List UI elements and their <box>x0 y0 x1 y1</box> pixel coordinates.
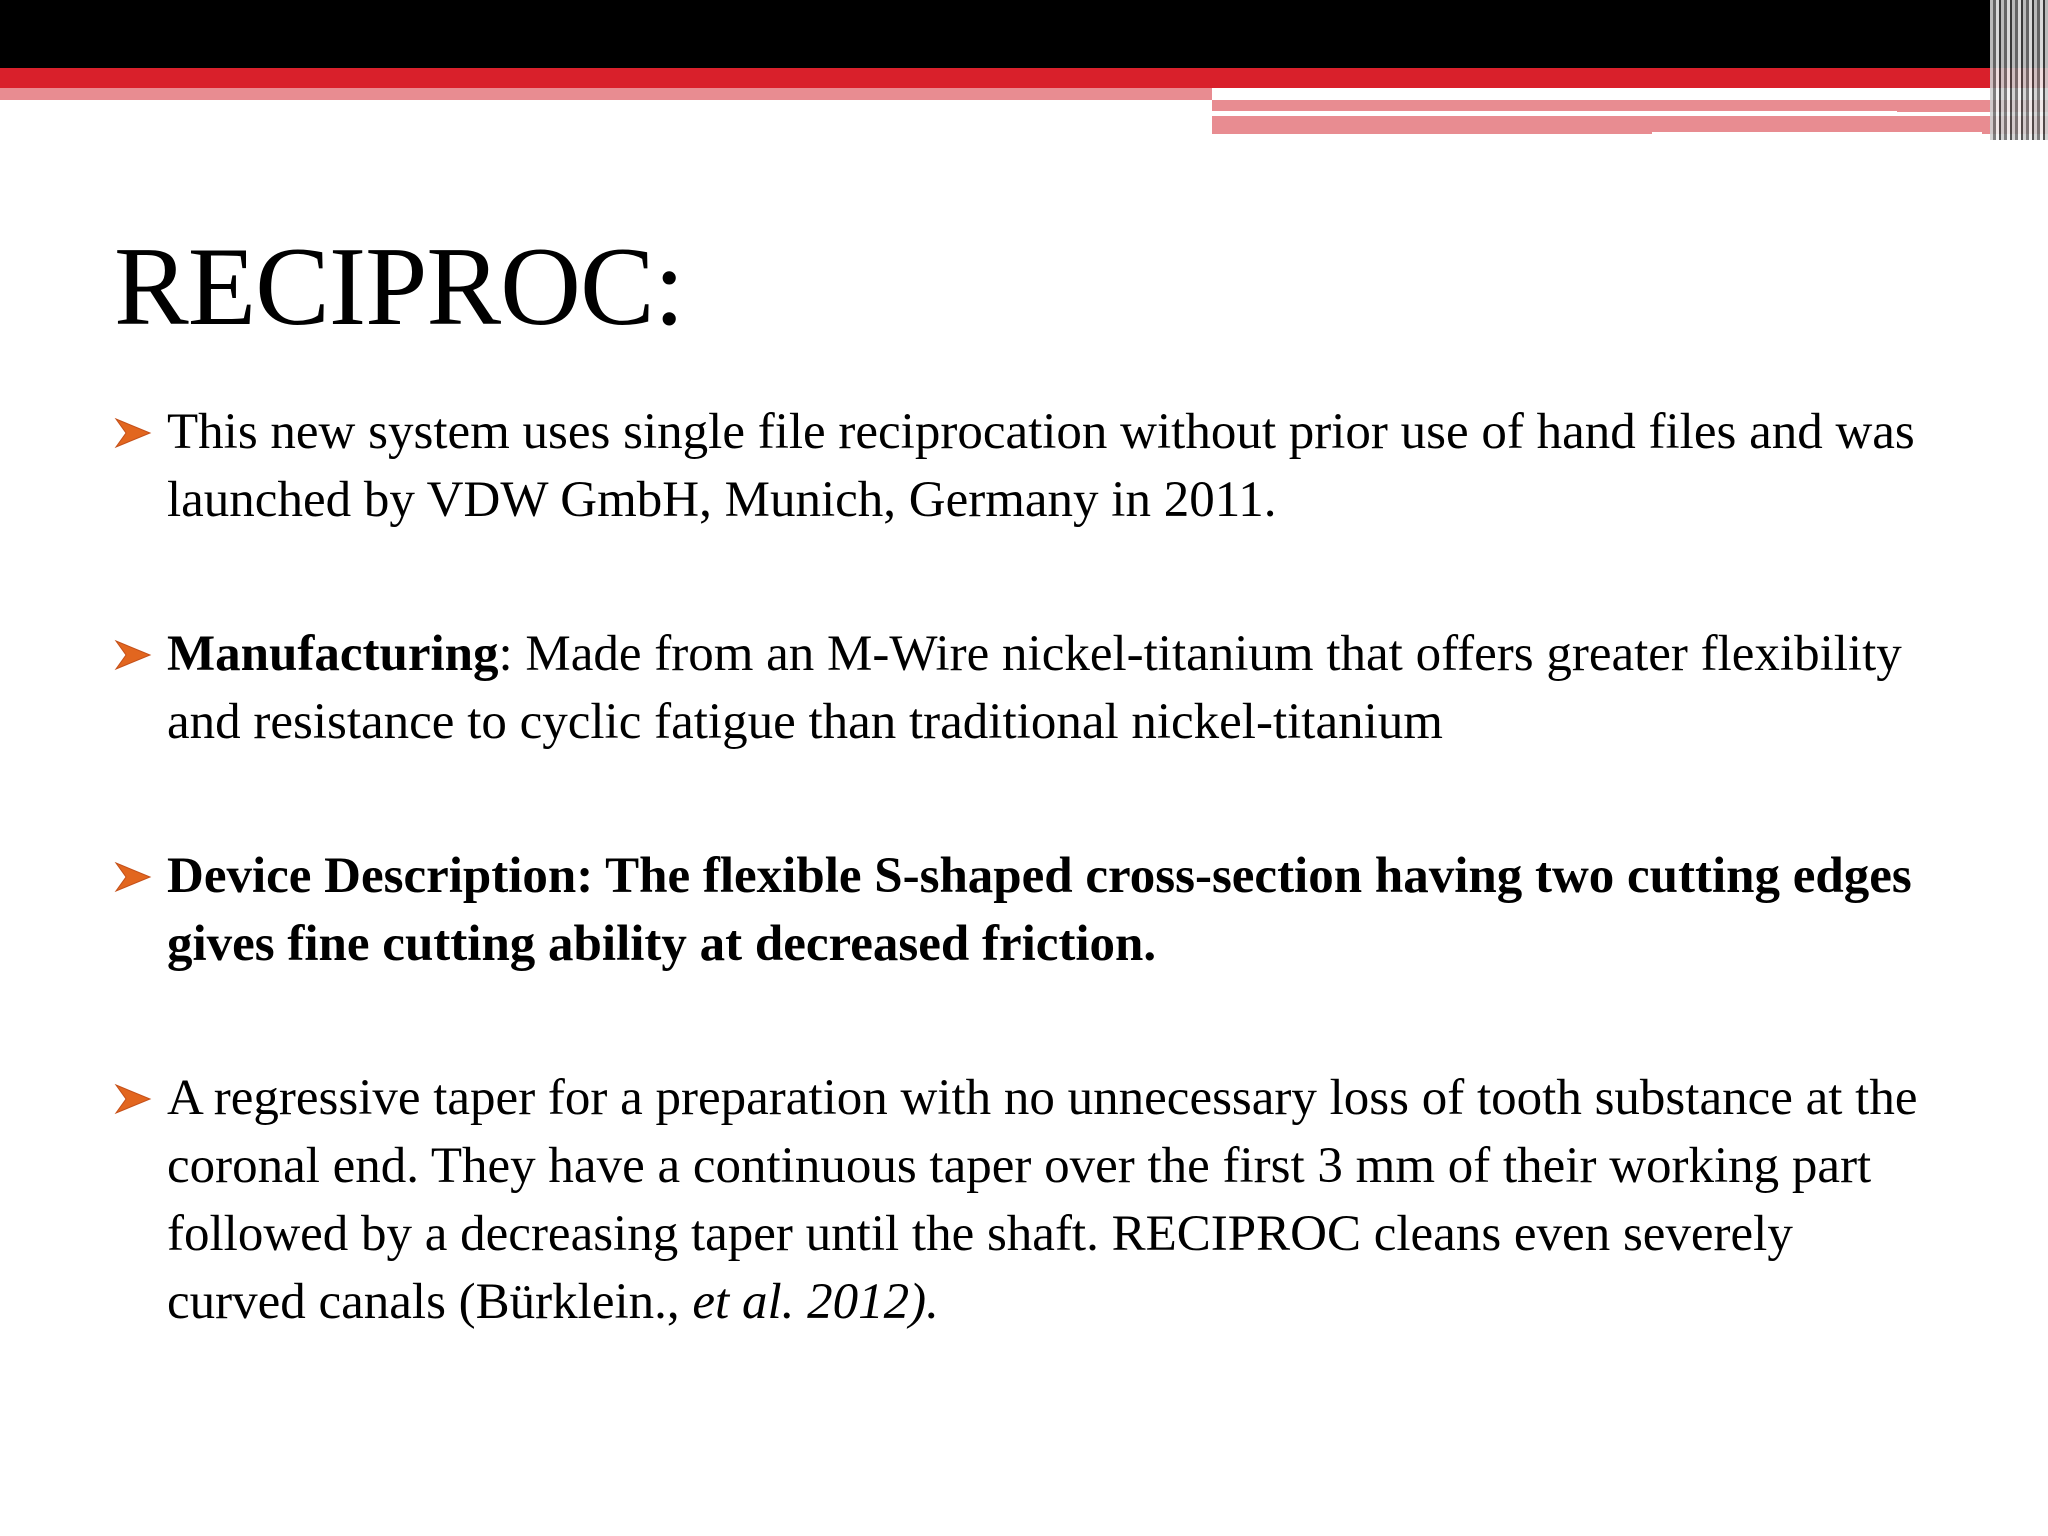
header-pink-bar-left <box>0 88 1212 100</box>
header-white-line-lower <box>1652 132 1982 136</box>
header-red-bar <box>0 68 2048 88</box>
bullet-text: Device Description: The flexible S-shaped cross-section having two cutting edges gives fine cutting ability at decreased friction. <box>167 848 1912 972</box>
bullet-item <box>114 620 1934 756</box>
arrowhead-bullet-icon <box>114 842 154 910</box>
bullet-item <box>114 398 1934 534</box>
slide-title: RECIPROC: <box>114 225 684 349</box>
header-black-bar <box>0 0 2048 68</box>
arrowhead-bullet-icon <box>114 398 154 466</box>
bullet-list <box>114 398 1934 1336</box>
arrowhead-bullet-icon <box>114 620 154 688</box>
bullet-item <box>114 842 1934 978</box>
bullet-label: Manufacturing <box>167 626 499 682</box>
bullet-text: A regressive taper for a preparation with no unnecessary loss of tooth substance at the coronal end. They have a continuous taper over the first 3 mm of their working part followed by a decreasing taper until the shaft. RECIPROC cleans even severely curved canals (Bürklein., <box>167 1070 1918 1330</box>
bullet-item <box>114 1064 1934 1336</box>
bullet-text: : Made from an M-Wire nickel-titanium that offers greater flexibility and resistance to cyclic fatigue than traditional nickel-titanium <box>167 626 1902 750</box>
bullet-text: This new system uses single file reciprocation without prior use of hand files and was launched by VDW GmbH, Munich, Germany in 2011. <box>167 404 1915 528</box>
header-stripes-decoration <box>1990 0 2048 140</box>
arrowhead-bullet-icon <box>114 1064 154 1132</box>
bullet-citation: et al. 2012). <box>692 1274 939 1330</box>
